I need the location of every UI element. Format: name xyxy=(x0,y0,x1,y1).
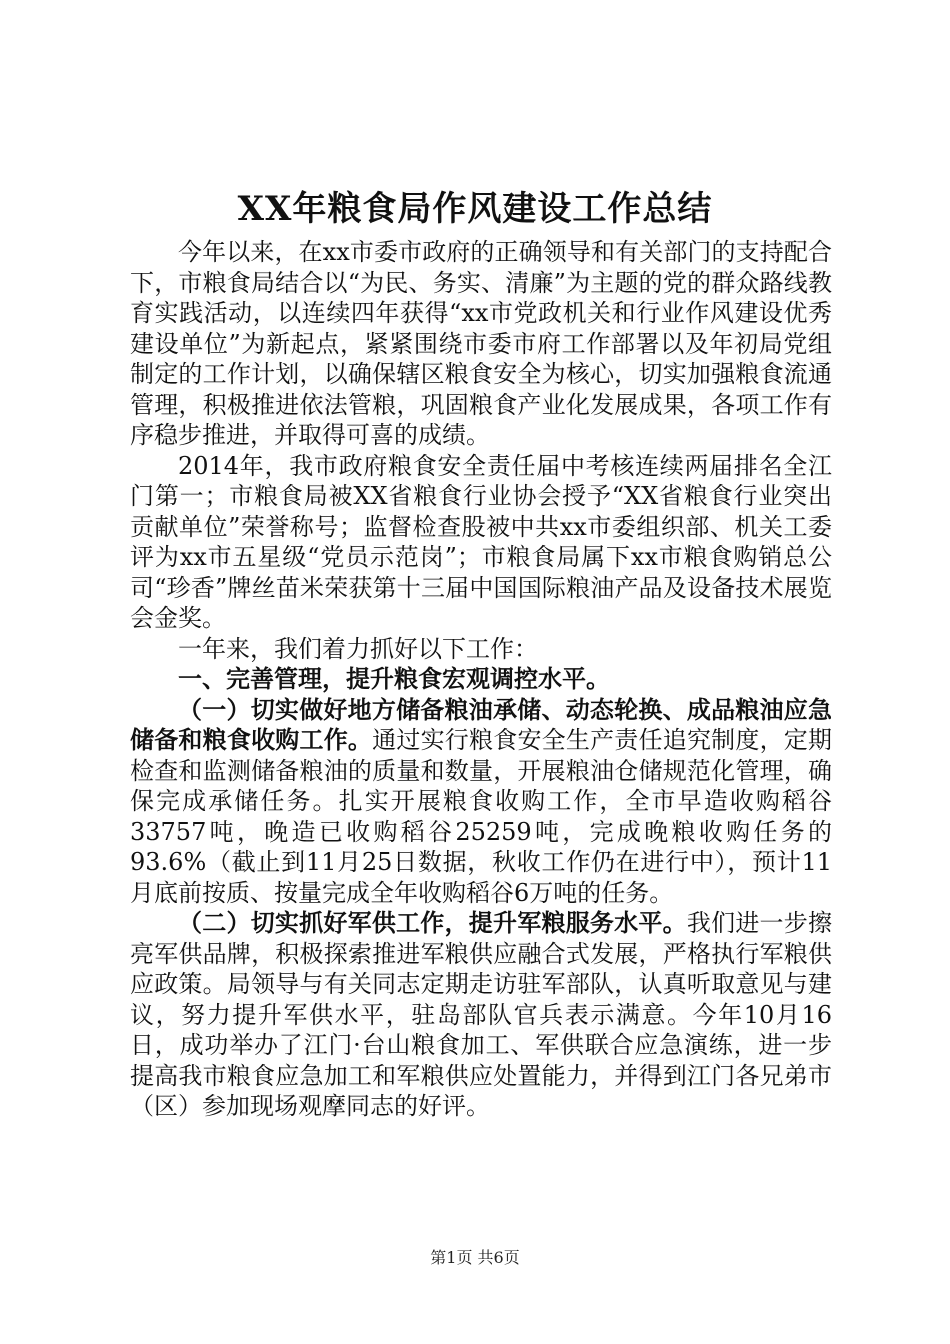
section-heading-1: 一、完善管理，提升粮食宏观调控水平。 xyxy=(178,665,610,693)
subsection-text-2: 我们进一步擦亮军供品牌，积极探索推进军粮供应融合式发展，严格执行军粮供应政策。局领导与有关同志定期走访驻军部队，认真听取意见与建议，努力提升军供水平，驻岛部队官兵表示满意。今年10月16日，成功举办了江门·台山粮食加工、军供联合应急演练，进一步提高我市粮食应急加工和军粮供应处置能力，并得到江门各兄弟市（区）参加现场观摩同志的好评。 xyxy=(130,909,833,1120)
document-title: XX年粮食局作风建设工作总结 xyxy=(237,189,713,229)
paragraph-section-1 xyxy=(130,695,832,909)
paragraph-transition: 一年来，我们着力抓好以下工作： xyxy=(178,634,538,663)
paragraph-intro: 今年以来，在xx市委市政府的正确领导和有关部门的支持配合下，市粮食局结合以“为民、务实、清廉”为主题的党的群众路线教育实践活动，以连续四年获得“xx市党政机关和行业作风建设优秀建设单位”为新起点，紧紧围绕市委市府工作部署以及年初局党组制定的工作计划，以确保辖区粮食安全为核心，切实加强粮食流通管理，积极推进依法管粮，巩固粮食产业化发展成果，各项工作有序稳步推进，并取得可喜的成绩。 xyxy=(130,238,832,449)
paragraph-section-2 xyxy=(130,908,832,1122)
paragraph-achievements: 2014年，我市政府粮食安全责任届中考核连续两届排名全江门第一；市粮食局被XX省粮食行业协会授予“XX省粮食行业突出贡献单位”荣誉称号；监督检查股被中共xx市委组织部、机关工委评为xx市五星级“党员示范岗”；市粮食局属下xx市粮食购销总公司“珍香”牌丝苗米荣获第十三届中国国际粮油产品及设备技术展览会金奖。 xyxy=(130,451,832,632)
subsection-text-1: 通过实行粮食安全生产责任追究制度，定期检查和监测储备粮油的质量和数量，开展粮油仓储规范化管理，确保完成承储任务。扎实开展粮食收购工作，全市早造收购稻谷33757吨，晚造已收购稻谷25259吨，完成晚粮收购任务的93.6%（截止到11月25日数据，秋收工作仍在进行中），预计11月底前按质、按量完成全年收购稻谷6万吨的任务。 xyxy=(130,726,833,907)
page-footer: 第1页 共6页 xyxy=(430,1248,520,1267)
document-body xyxy=(130,237,832,1122)
subsection-title-2: （二）切实抓好军供工作，提升军粮服务水平。 xyxy=(178,909,687,937)
subsection-title-1: （一）切实做好地方储备粮油承储、动态轮换、成品粮油应急储备和粮食收购工作。 xyxy=(130,695,832,754)
